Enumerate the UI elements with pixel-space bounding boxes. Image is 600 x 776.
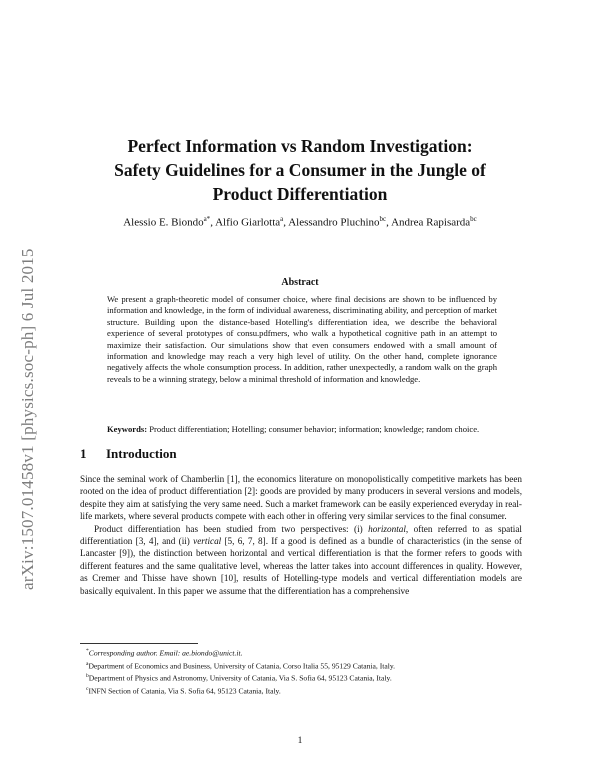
- author-name: Andrea Rapisarda: [391, 216, 471, 229]
- section-title: Introduction: [106, 446, 177, 461]
- author-affiliation: a: [280, 215, 284, 223]
- author-name: Alfio Giarlotta: [215, 216, 281, 229]
- footnote: [80, 659, 522, 672]
- footnote: [80, 671, 522, 684]
- footnote-text: INFN Section of Catania, Via S. Sofia 64, 95123 Catania, Italy.: [88, 686, 281, 696]
- footnote-rule: [80, 643, 198, 644]
- arxiv-identifier: arXiv:1507.01458v1 [physics.soc-ph] 6 Jul 2015: [18, 248, 37, 590]
- abstract-text: We present a graph-theoretic model of consumer choice, where final decisions are shown to be influenced by information and knowledge, in the form of individual awareness, discriminating ability, and perception of market structure. Building upon the distance-based Hotelling's differentiation idea, we describe the behavioral experience of several prototypes of consu.pdfmers, who walk a hypothetical cognitive path in an attempt to maximize their satisfaction. Our simulations show that even consumers endowed with a small amount of information and knowledge may reach a very high level of utility. On the other hand, complete ignorance negatively affects the whole consumption process. In addition, rather unexpectedly, a random walk on the graph reveals to be a winning strategy, below a minimal threshold of information and knowledge.: [107, 294, 497, 384]
- introduction-body: [80, 473, 522, 597]
- author-affiliation: bc: [470, 215, 477, 223]
- section-heading: [80, 446, 177, 462]
- keywords-text: Product differentiation; Hotelling; consumer behavior; information; knowledge; random choice.: [149, 424, 480, 434]
- author-affiliation: a*: [203, 215, 211, 223]
- author-affiliation: bc: [379, 215, 387, 223]
- footnote-mark: a: [86, 660, 89, 667]
- footnote-mark: b: [86, 673, 89, 680]
- section-number: 1: [80, 446, 87, 461]
- title-line: Product Differentiation: [212, 184, 388, 204]
- footnote-text: Department of Physics and Astronomy, University of Catania, Via S. Sofia 64, 95123 Catania, Italy.: [88, 673, 392, 683]
- paper-title: [60, 134, 540, 206]
- author-name: Alessandro Pluchino: [288, 216, 380, 229]
- footnote-text: Corresponding author. Email: ae.biondo@unict.it.: [88, 648, 243, 658]
- title-line: Safety Guidelines for a Consumer in the Jungle of: [114, 160, 486, 180]
- footnote-mark: *: [86, 648, 89, 654]
- keywords-label: Keywords:: [107, 424, 148, 434]
- title-line: Perfect Information vs Random Investigation:: [127, 136, 473, 156]
- author-name: Alessio E. Biondo: [123, 216, 204, 229]
- keywords: [107, 424, 497, 435]
- intro-paragraph: Since the seminal work of Chamberlin [1], the economics literature on monopolistically competitive markets has been rooted on the idea of product differentiation [2]: goods are provided by many producers in several versions and models, despite they aim at satisfying the very same need. Such a market framework can be easily experienced everyday in real-life markets, where several products compete with each other in offering very similar services to the final consumer.: [80, 474, 522, 522]
- footnote-mark: c: [86, 685, 89, 692]
- intro-paragraph: Product differentiation has been studied from two perspectives: (i) horizontal, often referred to as spatial differentiation [3, 4], and (ii) vertical [5, 6, 7, 8]. If a good is defined as a bundle of characteristics (in the sense of Lancaster [9]), the distinction between horizontal and vertical differentiation is that the former refers to goods with different features and the same qualitative level, whereas the latter takes into account differences in quality. However, as Cremer and Thisse have shown [10], results of Hotelling-type models and vertical differentiation models are basically equivalent. In this paper we assume that the differentiation has a comprehensive: [80, 523, 522, 596]
- footnote: [80, 684, 522, 697]
- footnote-text: Department of Economics and Business, University of Catania, Corso Italia 55, 95129 Catania, Italy.: [88, 661, 396, 671]
- abstract-heading: Abstract: [281, 277, 319, 288]
- footnotes: [80, 646, 522, 696]
- author-list: Alessio E. Biondo$^{a*}$, Alfio Giarlotta$^a$, Alessandro Pluchino$^{bc}$, Andrea Rapisarda$^{bc}$: [123, 215, 477, 229]
- footnote: [80, 646, 522, 659]
- page-number: 1: [297, 736, 303, 746]
